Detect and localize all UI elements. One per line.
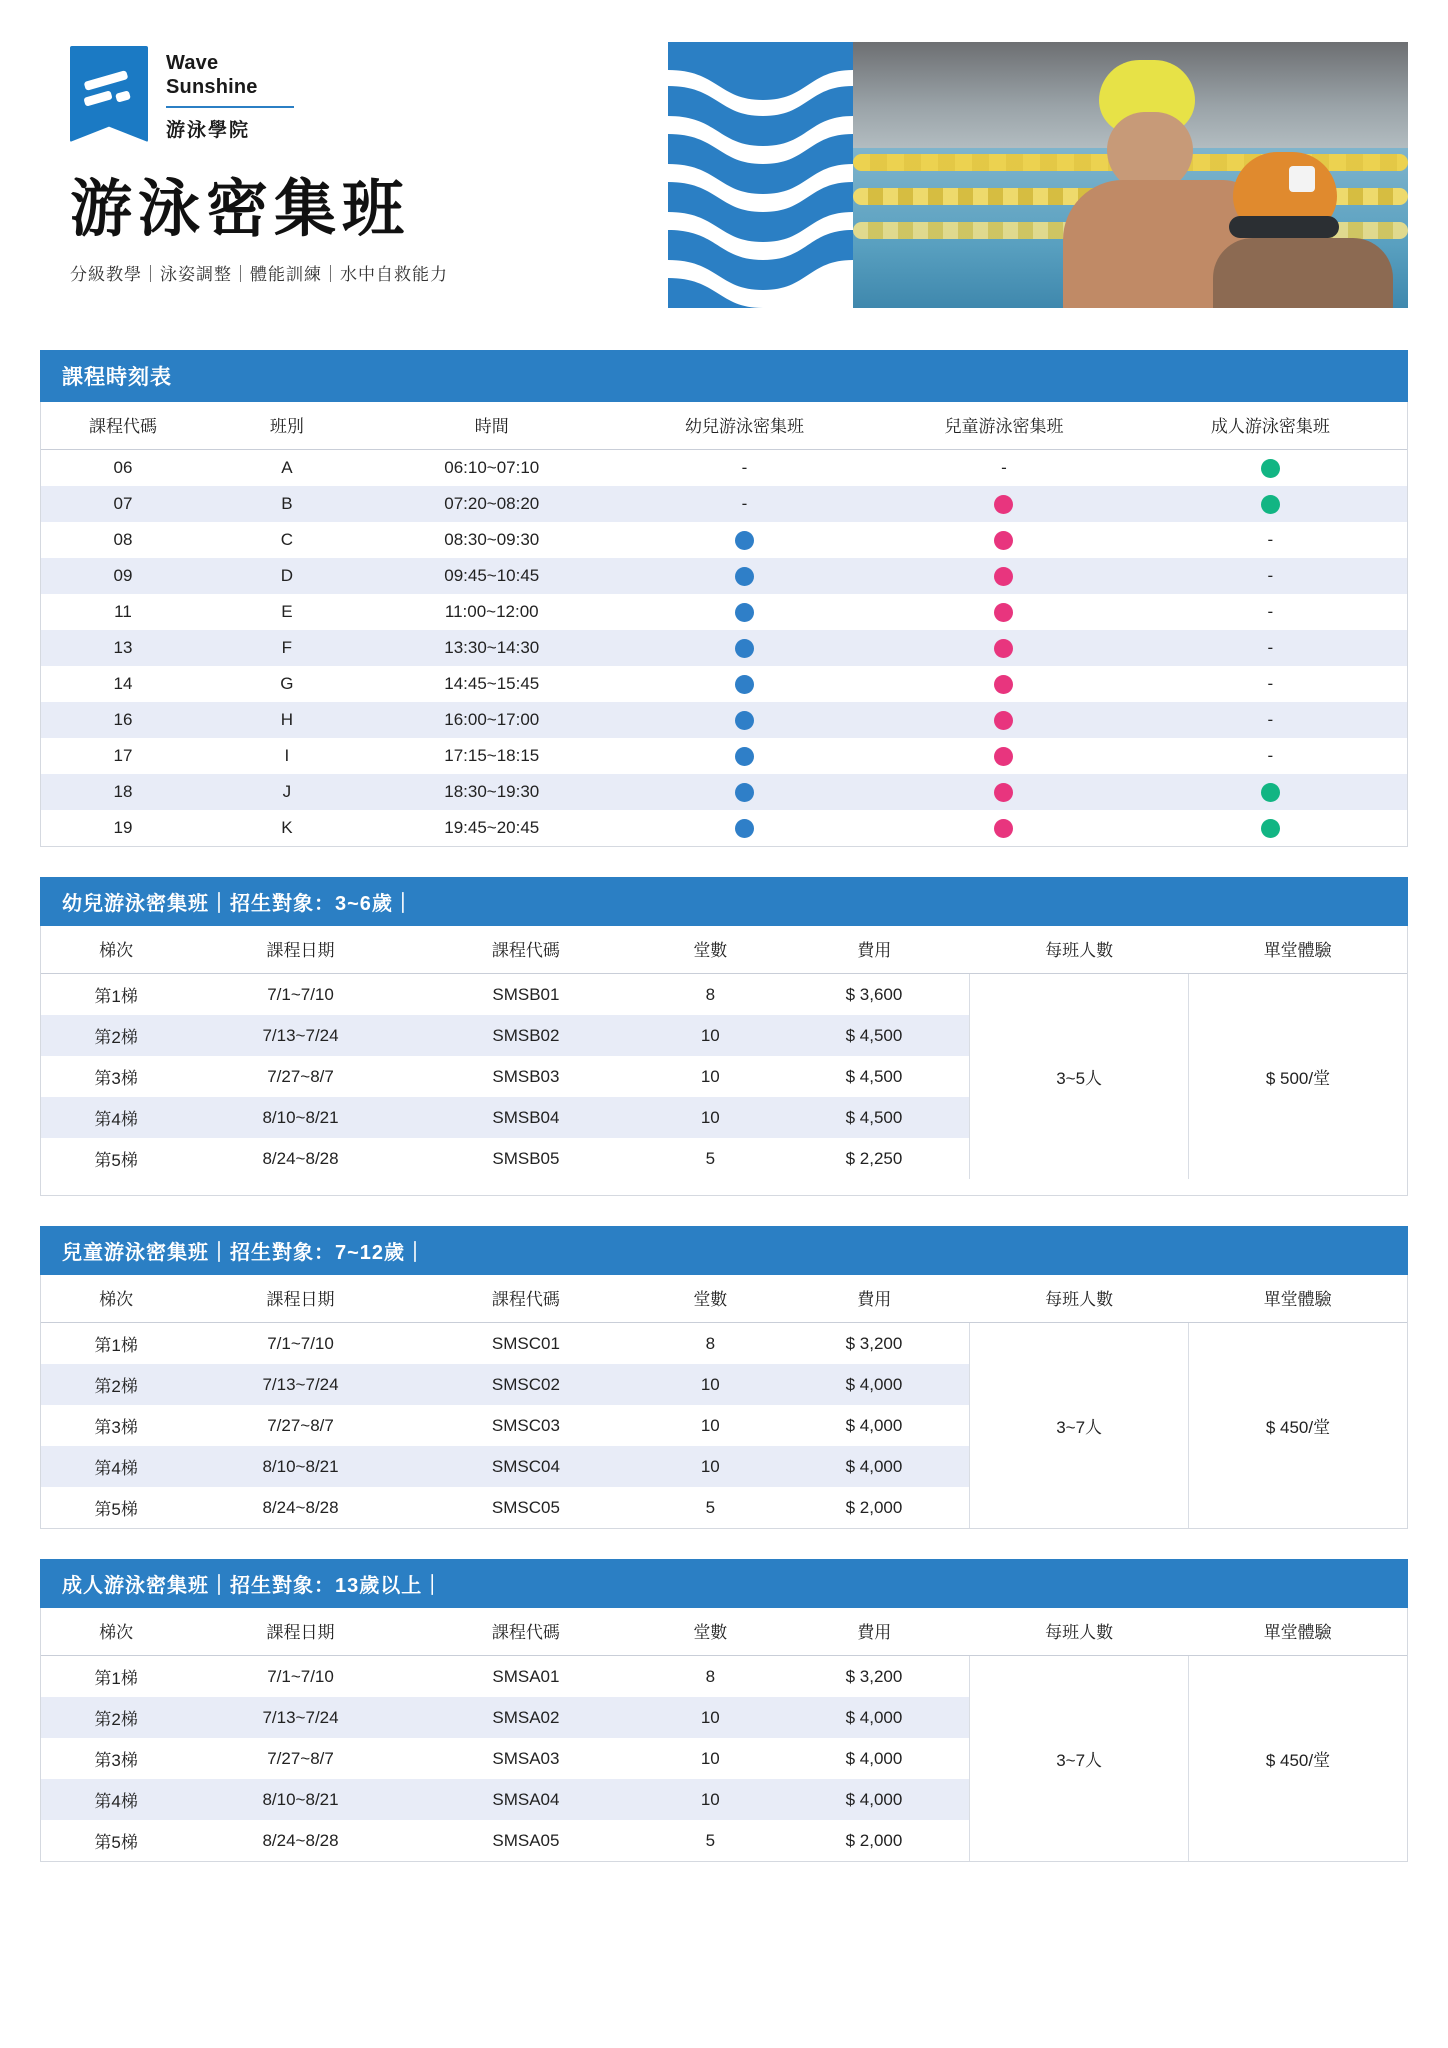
table-row: [41, 558, 1407, 594]
table-spacer-row: [41, 1179, 1407, 1195]
schedule-cell-kid: -: [1001, 458, 1007, 477]
schedule-cell-code: 06: [113, 458, 133, 477]
course-cell-fee: $ 4,000: [845, 1415, 903, 1435]
schedule-cell-kid: [874, 666, 1134, 702]
course-cell-trial: $ 450/堂: [1188, 1323, 1407, 1529]
course-header-row: [41, 1275, 1407, 1323]
course-cell-class-size: 3~5人: [970, 974, 1189, 1180]
blue-dot-icon: [735, 783, 754, 802]
schedule-cell-class: C: [280, 530, 293, 550]
schedule-header-row: [41, 402, 1407, 450]
schedule-cell-code: 18: [113, 782, 133, 802]
course-sections: [40, 877, 1408, 1862]
schedule-heading: 課程時刻表: [40, 350, 1408, 402]
course-cell-lessons: 10: [700, 1748, 720, 1768]
course-cell-code: SMSC01: [491, 1333, 560, 1353]
schedule-cell-kid: [874, 738, 1134, 774]
schedule-cell-toddler: [615, 774, 875, 810]
course-cell-fee: $ 3,200: [845, 1666, 903, 1686]
schedule-cell-time: 19:45~20:45: [444, 818, 540, 838]
schedule-cell-kid: [874, 810, 1134, 846]
blue-dot-icon: [735, 603, 754, 622]
course-col-date: 課程日期: [191, 1608, 410, 1656]
course-cell-code: SMSA02: [492, 1707, 560, 1727]
pink-dot-icon: [994, 567, 1013, 586]
course-block: [40, 1559, 1408, 1862]
schedule-cell-kid: [874, 702, 1134, 738]
course-table-wrap: [40, 1608, 1408, 1862]
course-cell-fee: $ 4,500: [845, 1025, 903, 1045]
table-row: [41, 522, 1407, 558]
course-cell-fee: $ 4,000: [845, 1707, 903, 1727]
course-col-class-size: 每班人數: [970, 926, 1189, 974]
header-artwork: [668, 42, 1408, 308]
course-cell-code: SMSC04: [491, 1456, 560, 1476]
schedule-cell-toddler: [615, 666, 875, 702]
course-table-wrap: [40, 926, 1408, 1196]
green-dot-icon: [1261, 459, 1280, 478]
course-cell-date: 7/1~7/10: [267, 984, 334, 1004]
logo-en-line2: Sunshine: [166, 75, 258, 98]
course-table: [41, 926, 1407, 1195]
course-cell-date: 8/10~8/21: [262, 1107, 339, 1127]
course-cell-date: 7/1~7/10: [267, 1333, 334, 1353]
course-cell-lessons: 5: [705, 1497, 716, 1517]
coach-photo: [853, 42, 1408, 308]
schedule-cell-kid: [874, 594, 1134, 630]
schedule-cell-toddler: -: [741, 458, 748, 477]
course-cell-fee: $ 4,500: [845, 1107, 903, 1127]
table-row: [41, 738, 1407, 774]
page-subtitle: 分級教學｜泳姿調整｜體能訓練｜水中自救能力: [70, 265, 448, 285]
course-col-trial: 單堂體驗: [1188, 1608, 1407, 1656]
course-cell-batch: 第3梯: [94, 1069, 138, 1089]
schedule-cell-code: 16: [113, 710, 133, 730]
course-cell-lessons: 10: [700, 1789, 720, 1809]
course-cell-lessons: 10: [700, 1707, 720, 1727]
course-col-fee: 費用: [779, 1275, 970, 1323]
pink-dot-icon: [994, 819, 1013, 838]
pink-dot-icon: [994, 747, 1013, 766]
blue-dot-icon: [735, 747, 754, 766]
schedule-cell-class: J: [282, 782, 292, 802]
table-row: [41, 702, 1407, 738]
table-row: [41, 594, 1407, 630]
header-left: [40, 36, 660, 350]
schedule-cell-adult: -: [1267, 530, 1274, 550]
schedule-cell-class: K: [281, 818, 293, 838]
schedule-col-code: 課程代碼: [41, 402, 205, 450]
course-cell-fee: $ 2,000: [845, 1830, 903, 1850]
schedule-cell-code: 08: [113, 530, 133, 550]
schedule-cell-code: 17: [113, 746, 133, 766]
table-row: [41, 666, 1407, 702]
course-cell-fee: $ 2,000: [845, 1497, 903, 1517]
course-cell-code: SMSC03: [491, 1415, 560, 1435]
course-cell-fee: $ 4,000: [845, 1789, 903, 1809]
course-cell-code: SMSB05: [492, 1148, 560, 1168]
schedule-cell-code: 13: [113, 638, 133, 658]
course-cell-date: 7/27~8/7: [267, 1748, 334, 1768]
schedule-cell-toddler: [615, 702, 875, 738]
course-col-fee: 費用: [779, 926, 970, 974]
schedule-cell-class: B: [281, 494, 293, 514]
green-dot-icon: [1261, 783, 1280, 802]
schedule-cell-toddler: [615, 558, 875, 594]
course-cell-code: SMSC02: [491, 1374, 560, 1394]
course-cell-date: 7/13~7/24: [262, 1374, 339, 1394]
pink-dot-icon: [994, 783, 1013, 802]
course-cell-lessons: 5: [705, 1148, 716, 1168]
pink-dot-icon: [994, 711, 1013, 730]
course-cell-date: 8/24~8/28: [262, 1497, 339, 1517]
course-cell-lessons: 10: [700, 1415, 720, 1435]
schedule-table: [41, 402, 1407, 846]
schedule-col-adult: 成人游泳密集班: [1134, 402, 1407, 450]
schedule-cell-time: 14:45~15:45: [444, 674, 540, 694]
header: [0, 0, 1448, 350]
course-col-batch: 梯次: [41, 1275, 191, 1323]
schedule-cell-class: I: [284, 746, 290, 766]
course-col-batch: 梯次: [41, 1608, 191, 1656]
course-cell-code: SMSB02: [492, 1025, 560, 1045]
course-cell-batch: 第2梯: [94, 1028, 138, 1048]
schedule-cell-time: 13:30~14:30: [444, 638, 540, 658]
page-title: 游泳密集班: [70, 175, 411, 245]
course-header-row: [41, 1608, 1407, 1656]
course-cell-lessons: 10: [700, 1107, 720, 1127]
course-cell-batch: 第4梯: [94, 1459, 138, 1479]
course-cell-batch: 第4梯: [94, 1792, 138, 1812]
table-row: [41, 774, 1407, 810]
schedule-cell-time: 16:00~17:00: [444, 710, 540, 730]
course-col-date: 課程日期: [191, 926, 410, 974]
course-cell-date: 8/24~8/28: [262, 1830, 339, 1850]
course-cell-date: 8/10~8/21: [262, 1456, 339, 1476]
course-cell-trial: $ 450/堂: [1188, 1656, 1407, 1862]
schedule-cell-code: 19: [113, 818, 133, 838]
schedule-cell-time: 06:10~07:10: [444, 458, 540, 477]
schedule-cell-toddler: [615, 594, 875, 630]
course-col-lessons: 堂數: [642, 1608, 779, 1656]
logo: [70, 46, 660, 142]
logo-en-line1: Wave: [166, 52, 219, 74]
table-row: [41, 1323, 1407, 1365]
course-cell-code: SMSA05: [492, 1830, 560, 1850]
course-cell-fee: $ 4,000: [845, 1374, 903, 1394]
schedule-cell-kid: [874, 774, 1134, 810]
schedule-cell-kid: [874, 630, 1134, 666]
course-cell-batch: 第5梯: [94, 1151, 138, 1171]
course-cell-code: SMSA03: [492, 1748, 560, 1768]
course-cell-batch: 第1梯: [94, 987, 138, 1007]
green-dot-icon: [1261, 819, 1280, 838]
schedule-cell-class: E: [281, 602, 293, 622]
course-cell-batch: 第2梯: [94, 1377, 138, 1397]
schedule-cell-code: 09: [113, 566, 133, 586]
course-col-trial: 單堂體驗: [1188, 926, 1407, 974]
course-cell-fee: $ 2,250: [845, 1148, 903, 1168]
course-cell-lessons: 5: [705, 1830, 716, 1850]
table-row: [41, 974, 1407, 1016]
schedule-cell-time: 09:45~10:45: [444, 566, 540, 586]
course-col-code: 課程代碼: [410, 926, 642, 974]
schedule-cell-kid: [874, 486, 1134, 522]
course-header-row: [41, 926, 1407, 974]
schedule-cell-class: A: [281, 458, 293, 477]
course-heading: 兒童游泳密集班｜招生對象：7~12歲｜: [40, 1226, 1408, 1275]
course-col-code: 課程代碼: [410, 1275, 642, 1323]
course-cell-batch: 第2梯: [94, 1710, 138, 1730]
logo-divider: [166, 106, 294, 108]
pink-dot-icon: [994, 531, 1013, 550]
course-cell-date: 8/10~8/21: [262, 1789, 339, 1809]
course-cell-code: SMSA04: [492, 1789, 560, 1809]
blue-dot-icon: [735, 675, 754, 694]
course-cell-code: SMSB01: [492, 984, 560, 1004]
logo-cn: 游泳學院: [166, 120, 251, 142]
schedule-cell-time: 08:30~09:30: [444, 530, 540, 550]
course-cell-lessons: 10: [700, 1456, 720, 1476]
course-col-fee: 費用: [779, 1608, 970, 1656]
course-col-code: 課程代碼: [410, 1608, 642, 1656]
schedule-col-class: 班別: [205, 402, 369, 450]
course-cell-lessons: 8: [705, 984, 716, 1004]
pink-dot-icon: [994, 495, 1013, 514]
course-col-lessons: 堂數: [642, 1275, 779, 1323]
course-col-class-size: 每班人數: [970, 1608, 1189, 1656]
course-cell-fee: $ 4,000: [845, 1748, 903, 1768]
schedule-cell-toddler: -: [741, 494, 748, 514]
schedule-cell-adult: -: [1267, 674, 1274, 694]
course-cell-date: 7/27~8/7: [267, 1415, 334, 1435]
course-table-wrap: [40, 1275, 1408, 1529]
table-row: [41, 630, 1407, 666]
schedule-cell-time: 18:30~19:30: [444, 782, 540, 802]
schedule-cell-adult: [1134, 486, 1407, 522]
schedule-cell-code: 11: [114, 602, 132, 622]
course-cell-batch: 第3梯: [94, 1418, 138, 1438]
schedule-cell-time: 17:15~18:15: [444, 746, 540, 766]
schedule-cell-toddler: [615, 738, 875, 774]
schedule-cell-adult: [1134, 810, 1407, 846]
schedule-cell-adult: [1134, 450, 1407, 487]
course-cell-trial: $ 500/堂: [1188, 974, 1407, 1180]
course-cell-lessons: 10: [700, 1025, 720, 1045]
schedule-cell-kid: [874, 522, 1134, 558]
course-cell-batch: 第1梯: [94, 1669, 138, 1689]
wave-logo-icon: [70, 46, 148, 142]
logo-text: [166, 46, 294, 142]
schedule-cell-time: 07:20~08:20: [444, 494, 540, 514]
table-row: [41, 450, 1407, 487]
course-col-class-size: 每班人數: [970, 1275, 1189, 1323]
schedule-cell-kid: [874, 558, 1134, 594]
schedule-cell-code: 07: [113, 494, 133, 514]
course-col-date: 課程日期: [191, 1275, 410, 1323]
schedule-body: [41, 450, 1407, 847]
course-cell-date: 7/13~7/24: [262, 1025, 339, 1045]
schedule-cell-time: 11:00~12:00: [444, 602, 539, 622]
schedule-section: [40, 350, 1408, 847]
course-cell-code: SMSB04: [492, 1107, 560, 1127]
schedule-cell-adult: -: [1267, 638, 1274, 658]
course-cell-fee: $ 3,200: [845, 1333, 903, 1353]
schedule-cell-adult: [1134, 774, 1407, 810]
table-row: [41, 1656, 1407, 1698]
course-cell-fee: $ 4,500: [845, 1066, 903, 1086]
course-table: [41, 1275, 1407, 1528]
schedule-cell-adult: -: [1267, 710, 1274, 730]
blue-dot-icon: [735, 819, 754, 838]
course-heading: 成人游泳密集班｜招生對象：13歲以上｜: [40, 1559, 1408, 1608]
schedule-cell-toddler: [615, 630, 875, 666]
schedule-cell-class: H: [280, 710, 293, 730]
course-cell-batch: 第5梯: [94, 1833, 138, 1853]
course-cell-code: SMSC05: [491, 1497, 560, 1517]
course-cell-fee: $ 3,600: [845, 984, 903, 1004]
pink-dot-icon: [994, 603, 1013, 622]
course-cell-date: 7/13~7/24: [262, 1707, 339, 1727]
course-table: [41, 1608, 1407, 1861]
schedule-cell-adult: -: [1267, 566, 1274, 586]
course-cell-date: 7/27~8/7: [267, 1066, 334, 1086]
course-cell-lessons: 10: [700, 1374, 720, 1394]
wave-pattern-icon: [668, 42, 853, 308]
schedule-cell-adult: -: [1267, 746, 1274, 766]
pink-dot-icon: [994, 639, 1013, 658]
course-cell-code: SMSB03: [492, 1066, 560, 1086]
course-cell-code: SMSA01: [492, 1666, 560, 1686]
course-cell-fee: $ 4,000: [845, 1456, 903, 1476]
schedule-cell-code: 14: [113, 674, 133, 694]
course-heading: 幼兒游泳密集班｜招生對象：3~6歲｜: [40, 877, 1408, 926]
pink-dot-icon: [994, 675, 1013, 694]
schedule-col-toddler: 幼兒游泳密集班: [615, 402, 875, 450]
schedule-col-kid: 兒童游泳密集班: [874, 402, 1134, 450]
course-col-lessons: 堂數: [642, 926, 779, 974]
schedule-cell-class: G: [280, 674, 294, 694]
course-col-trial: 單堂體驗: [1188, 1275, 1407, 1323]
course-cell-date: 8/24~8/28: [262, 1148, 339, 1168]
course-block: [40, 1226, 1408, 1529]
blue-dot-icon: [735, 531, 754, 550]
course-cell-batch: 第4梯: [94, 1110, 138, 1130]
course-block: [40, 877, 1408, 1196]
schedule-cell-class: D: [280, 566, 293, 586]
table-row: [41, 486, 1407, 522]
schedule-cell-adult: -: [1267, 602, 1274, 622]
course-cell-lessons: 8: [705, 1333, 716, 1353]
blue-dot-icon: [735, 567, 754, 586]
course-cell-class-size: 3~7人: [970, 1656, 1189, 1862]
schedule-cell-toddler: [615, 522, 875, 558]
schedule-table-wrap: [40, 402, 1408, 847]
course-cell-batch: 第5梯: [94, 1500, 138, 1520]
blue-dot-icon: [735, 711, 754, 730]
course-cell-batch: 第1梯: [94, 1336, 138, 1356]
course-cell-lessons: 8: [705, 1666, 716, 1686]
schedule-col-time: 時間: [369, 402, 615, 450]
green-dot-icon: [1261, 495, 1280, 514]
course-cell-date: 7/1~7/10: [267, 1666, 334, 1686]
schedule-cell-class: F: [281, 638, 293, 658]
course-cell-batch: 第3梯: [94, 1751, 138, 1771]
course-cell-lessons: 10: [700, 1066, 720, 1086]
blue-dot-icon: [735, 639, 754, 658]
table-row: [41, 810, 1407, 846]
course-cell-class-size: 3~7人: [970, 1323, 1189, 1529]
schedule-cell-toddler: [615, 810, 875, 846]
course-col-batch: 梯次: [41, 926, 191, 974]
